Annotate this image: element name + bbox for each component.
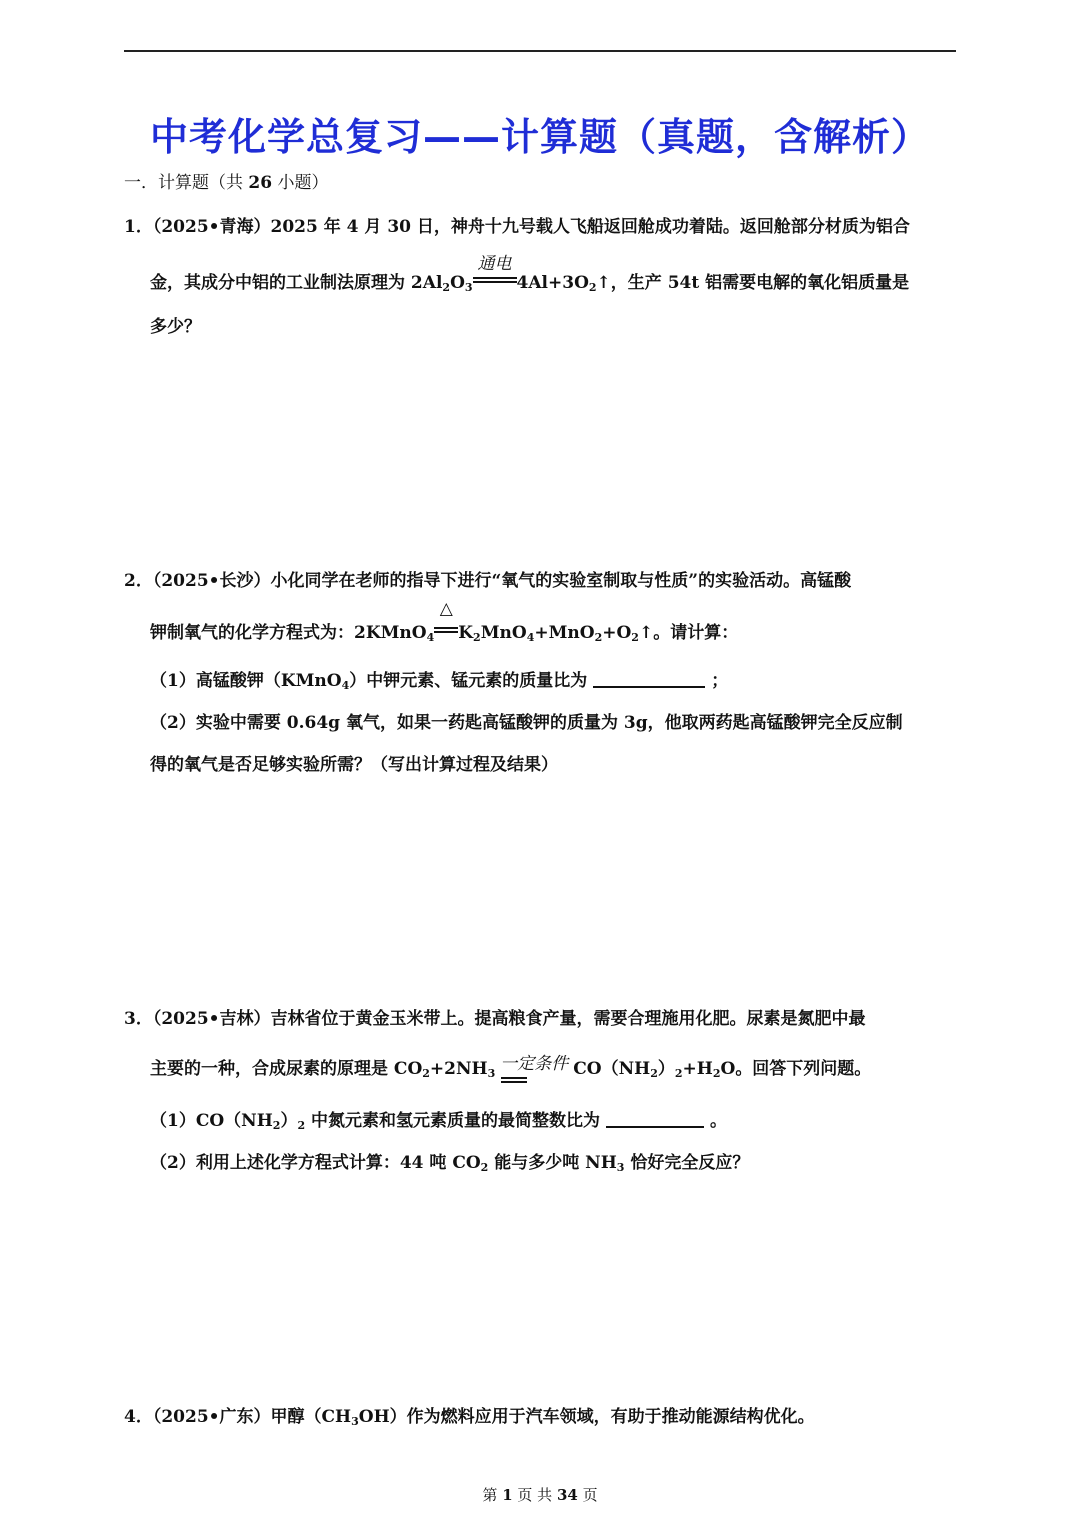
- product-formula: $CO(NH_2)_2+H_2O$: [573, 1059, 736, 1080]
- question-text: 金，其成分中铝的工业制法原理为: [150, 273, 411, 293]
- reaction-condition: [495, 1054, 573, 1079]
- reaction-condition: [473, 254, 517, 293]
- page-title: 中考化学总复习——计算题（真题，含解析）: [149, 115, 930, 159]
- heat-triangle-icon: △: [439, 599, 453, 619]
- question-text: （2025•长沙）小化同学在老师的指导下进行“氧气的实验室制取与性质”的实验活动。高锰酸: [152, 571, 852, 591]
- reactant-formula: $CO_2+2NH_3$: [393, 1059, 496, 1080]
- question-3-line-1: [124, 1004, 866, 1029]
- product-formula: $K_2MnO_4+MnO_2+O_2$: [458, 623, 639, 644]
- section-heading: [124, 168, 328, 193]
- question-1-line-1: [124, 212, 910, 237]
- question-3-sub-2: （2）利用上述化学方程式计算：44 吨 $CO_2$ 能与多少吨 $NH_3$ 恰好完全反应？: [150, 1153, 750, 1174]
- question-2-sub-1: （1）高锰酸钾（KMnO$_4$）中钾元素、锰元素的质量比为 ；: [150, 671, 729, 692]
- question-number: 1．: [124, 217, 153, 237]
- answer-blank[interactable]: [593, 672, 705, 688]
- header-rule: [124, 50, 956, 52]
- question-4-line-1: [124, 1402, 815, 1427]
- condition-label: 通电: [477, 254, 512, 274]
- question-3-sub-1: $(1)CO(NH_2)_2$ 中氮元素和氢元素质量的最简整数比为 。: [150, 1111, 728, 1132]
- reactant-formula: 2KMnO$_4$: [354, 623, 435, 644]
- question-1-line-2: [150, 254, 910, 294]
- section-count: 26: [248, 173, 273, 193]
- equals-sign: [501, 1077, 527, 1083]
- page-footer: 第 1 页 共 34 页: [482, 1486, 598, 1504]
- question-text: 钾制氧气的化学方程式为：: [150, 623, 354, 643]
- question-2-sub-2-line-1: （2）实验中需要 0.64g 氧气，如果一药匙高锰酸钾的质量为 3g，他取两药匙高锰酸钾完全反应制: [150, 713, 903, 733]
- reactant-formula: $2Al_2O_3$: [410, 273, 473, 294]
- question-number: 2．: [124, 571, 153, 591]
- condition-label: 一定条件: [500, 1054, 569, 1074]
- question-text: 主要的一种，合成尿素的原理是: [150, 1059, 394, 1079]
- page-total: 34: [556, 1486, 578, 1504]
- question-text: ，生产 54t 铝需要电解的氧化铝质量是: [610, 273, 910, 293]
- section-prefix: 一．计算题（共: [124, 173, 249, 193]
- question-1-line-3: 多少？: [150, 317, 201, 337]
- question-text: 。回答下列问题。: [735, 1059, 872, 1079]
- section-suffix: 小题）: [272, 173, 329, 193]
- question-2-line-1: [124, 566, 851, 591]
- equals-sign: [473, 277, 517, 283]
- question-text: （2025•青海）2025 年 4 月 30 日，神舟十九号载人飞船返回舱成功着陆。返回舱部分材质为铝合: [152, 217, 910, 237]
- gas-arrow-icon: ↑: [596, 273, 611, 293]
- reaction-condition: [434, 599, 458, 643]
- question-2-line-2: [150, 599, 739, 644]
- question-text: 。请计算：: [653, 623, 739, 643]
- question-number: 4．: [124, 1407, 153, 1427]
- question-2-sub-2-line-2: 得的氧气是否足够实验所需？（写出计算过程及结果）: [150, 755, 558, 775]
- page-number: 1: [502, 1486, 513, 1504]
- question-number: 3．: [124, 1009, 153, 1029]
- answer-blank[interactable]: [606, 1112, 704, 1128]
- equals-sign: [434, 627, 458, 633]
- question-text: （2025•广东）甲醇$(CH_3OH)$作为燃料应用于汽车领域，有助于推动能源结构优化。: [152, 1407, 815, 1428]
- question-text: （2025•吉林）吉林省位于黄金玉米带上。提高粮食产量，需要合理施用化肥。尿素是氮肥中最: [152, 1009, 866, 1029]
- gas-arrow-icon: ↑: [638, 623, 654, 643]
- product-formula: $4Al+3O_2$: [516, 273, 597, 294]
- question-3-line-2: [150, 1054, 871, 1079]
